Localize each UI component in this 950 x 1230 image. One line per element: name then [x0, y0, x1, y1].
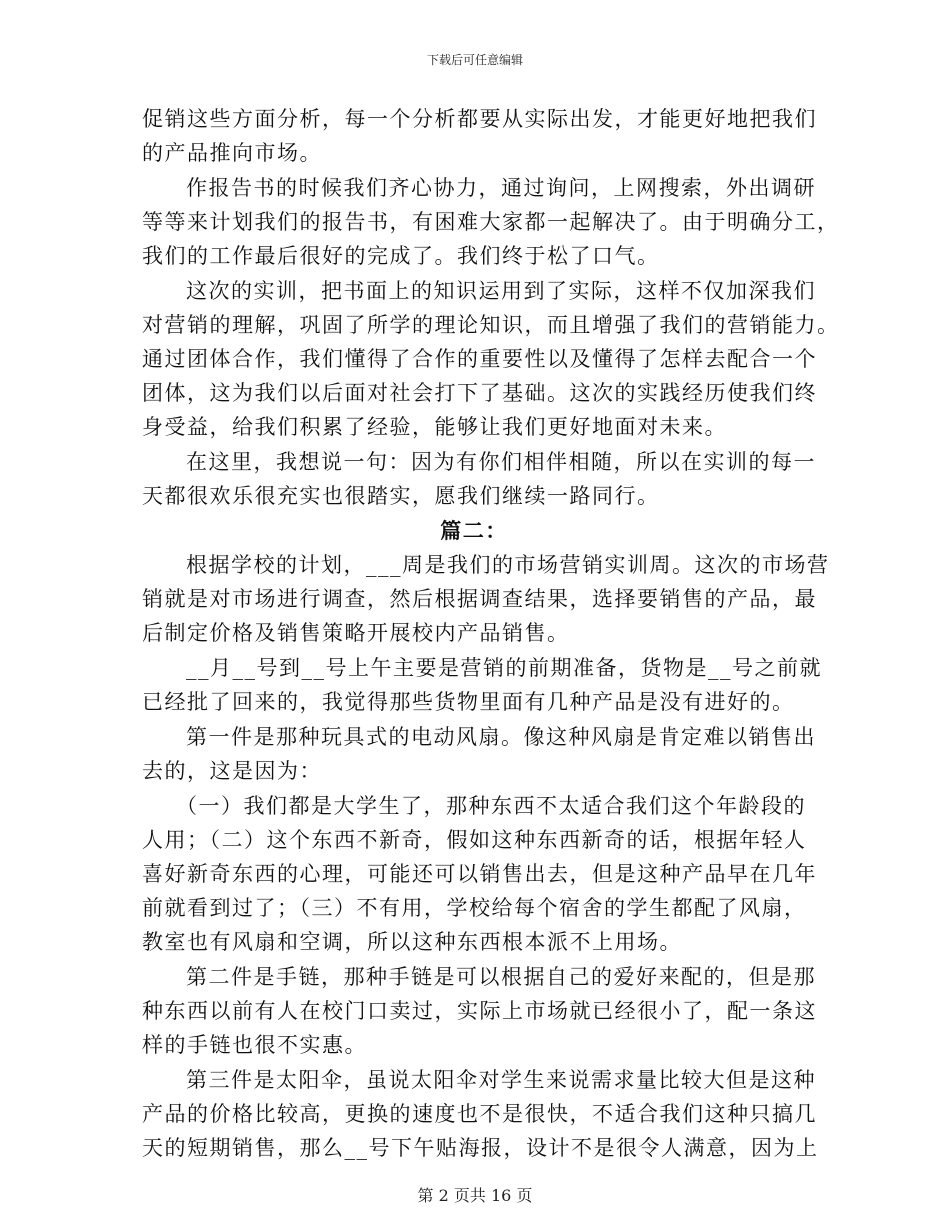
- text-line: （一）我们都是大学生了，那种东西不太适合我们这个年龄段的: [176, 794, 806, 818]
- page-footer: 第 2 页共 16 页: [417, 1186, 533, 1205]
- text-line: 根据学校的计划，___周是我们的市场营销实训周。这次的市场营: [186, 553, 830, 577]
- text-line: 去的，这是因为：: [142, 759, 322, 783]
- text-line: 种东西以前有人在校门口卖过，实际上市场就已经很小了，配一条这: [142, 999, 817, 1023]
- text-line: 已经批了回来的，我觉得那些货物里面有几种产品是没有进好的。: [142, 690, 795, 714]
- text-line: 产品的价格比较高，更换的速度也不是很快，不适合我们这种只搞几: [142, 1102, 817, 1126]
- text-line: 等等来计划我们的报告书，有困难大家都一起解决了。由于明确分工，: [142, 210, 840, 234]
- paragraph-3: [142, 274, 840, 444]
- text-line: 对营销的理解，巩固了所学的理论知识，而且增强了我们的营销能力。: [142, 313, 840, 337]
- text-line: 第三件是太阳伞，虽说太阳伞对学生来说需求量比较大但是这种: [186, 1068, 816, 1092]
- text-line: 我们的工作最后很好的完成了。我们终于松了口气。: [142, 244, 660, 268]
- paragraph-4: [142, 445, 816, 513]
- text-line: 第二件是手链，那种手链是可以根据自己的爱好来配的，但是那: [186, 965, 816, 989]
- paragraph-2: [142, 171, 840, 273]
- text-line: 天都很欢乐很充实也很踏实，愿我们继续一路同行。: [142, 484, 660, 508]
- text-line: 团体，这为我们以后面对社会打下了基础。这次的实践经历使我们终: [142, 381, 817, 405]
- text-line: 后制定价格及销售策略开展校内产品销售。: [142, 621, 570, 645]
- paragraph-8: [142, 789, 817, 959]
- text-line: 教室也有风扇和空调，所以这种东西根本派不上用场。: [142, 930, 682, 954]
- text-line: __月__号到__号上午主要是营销的前期准备，货物是__号之前就: [186, 656, 822, 680]
- text-line: 第一件是那种玩具式的电动风扇。像这种风扇是肯定难以销售出: [186, 725, 816, 749]
- section-heading: 篇二：: [440, 518, 508, 543]
- text-line: 销就是对市场进行调查，然后根据调查结果，选择要销售的产品，最: [142, 587, 817, 611]
- paragraph-7: [142, 720, 816, 788]
- paragraph-5: [142, 548, 830, 650]
- text-line: 喜好新奇东西的心理，可能还可以销售出去，但是这种产品早在几年: [142, 862, 817, 886]
- text-line: 前就看到过了；（三）不有用，学校给每个宿舍的学生都配了风扇，: [142, 896, 807, 920]
- text-line: 样的手链也很不实惠。: [142, 1033, 367, 1057]
- text-line: 通过团体合作，我们懂得了合作的重要性以及懂得了怎样去配合一个: [142, 347, 817, 371]
- document-body: [142, 102, 840, 1166]
- text-line: 作报告书的时候我们齐心协力，通过询问，上网搜索，外出调研: [186, 176, 816, 200]
- text-line: 的产品推向市场。: [142, 141, 322, 165]
- paragraph-9: [142, 960, 817, 1062]
- text-line: 这次的实训，把书面上的知识运用到了实际，这样不仅加深我们: [186, 279, 816, 303]
- text-line: 在这里，我想说一句：因为有你们相伴相随，所以在实训的每一: [186, 450, 816, 474]
- text-line: 身受益，给我们积累了经验，能够让我们更好地面对未来。: [142, 415, 727, 439]
- text-line: 促销这些方面分析，每一个分析都要从实际出发，才能更好地把我们: [142, 107, 817, 131]
- text-line: 人用；（二）这个东西不新奇，假如这种东西新奇的话，根据年轻人: [142, 828, 807, 852]
- page-header: 下载后可任意编辑: [426, 53, 523, 67]
- paragraph-10: [142, 1063, 819, 1165]
- paragraph-6: [142, 651, 822, 719]
- paragraph-1: [142, 102, 817, 170]
- text-line: 天的短期销售，那么__号下午贴海报，设计不是很令人满意，因为上: [142, 1136, 819, 1160]
